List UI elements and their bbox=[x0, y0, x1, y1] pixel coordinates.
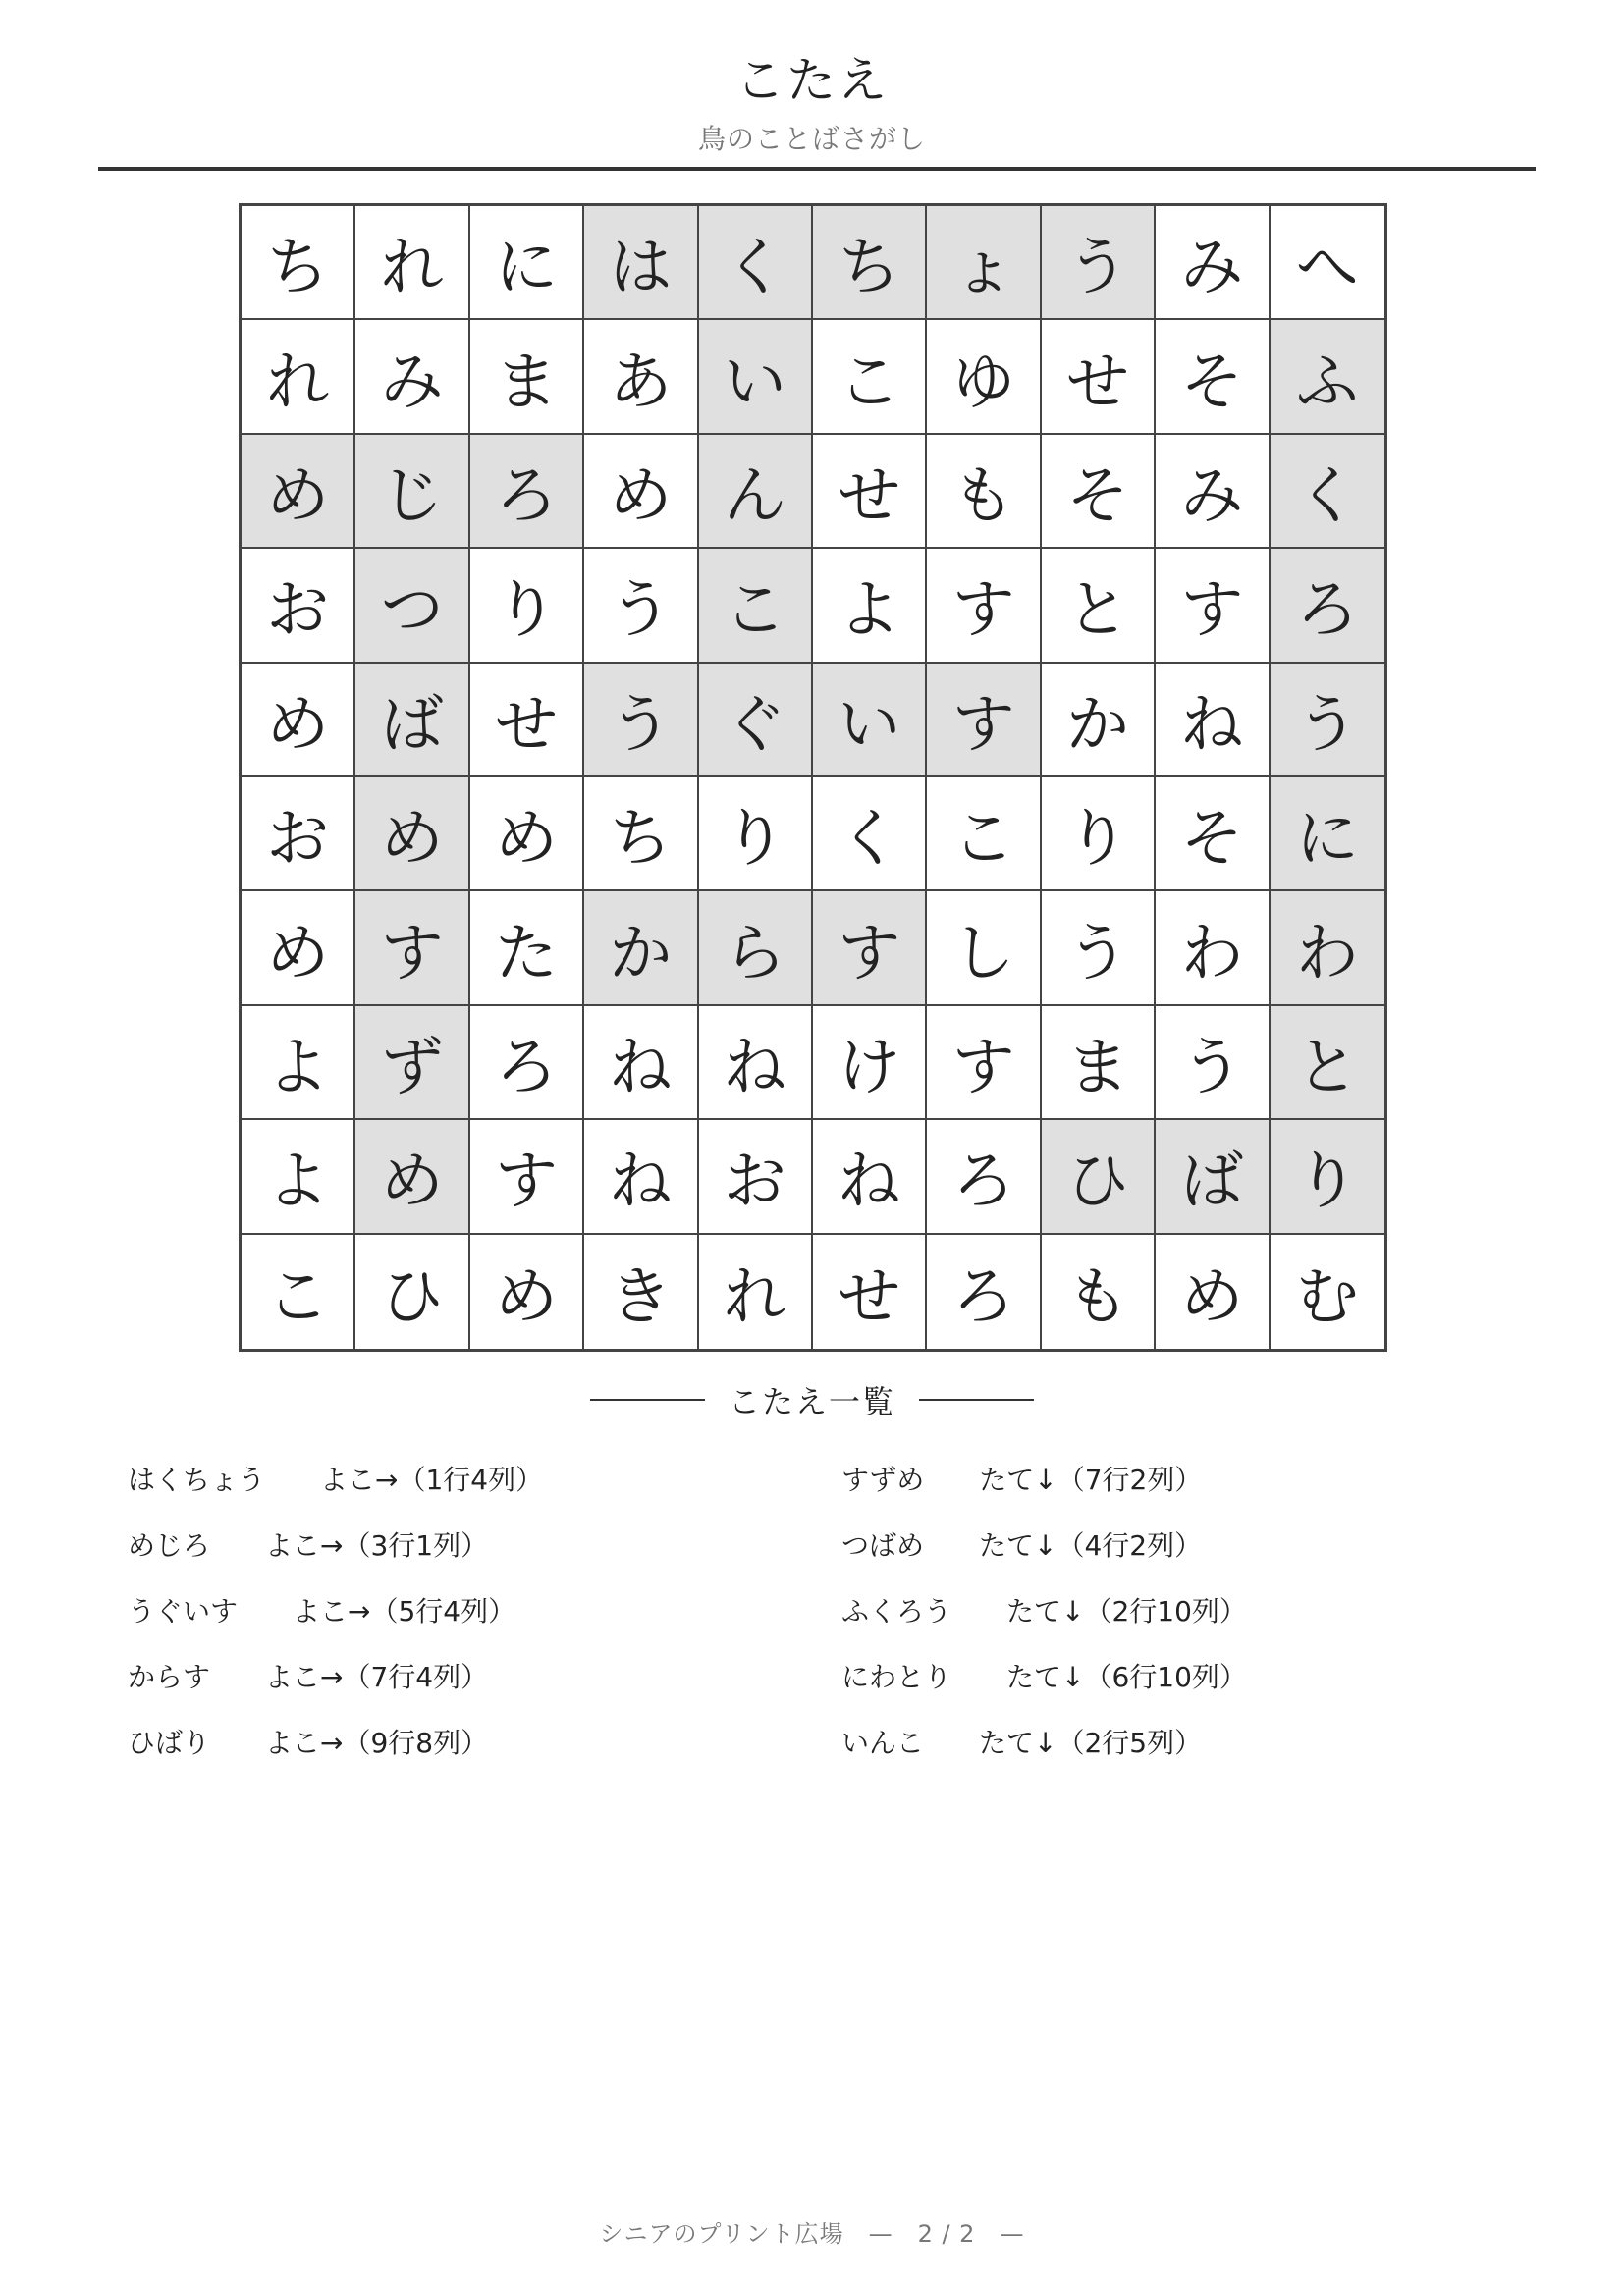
heading-right-rule bbox=[919, 1399, 1034, 1401]
grid-cell: め bbox=[584, 435, 698, 549]
answer-item: ひばり よこ→（9行8列） bbox=[128, 1727, 489, 1759]
answer-list-heading bbox=[0, 1380, 1624, 1419]
grid-cell: め bbox=[470, 1235, 584, 1349]
grid-cell: く bbox=[1271, 435, 1384, 549]
grid-cell: ふ bbox=[1271, 320, 1384, 434]
grid-cell: り bbox=[470, 549, 584, 663]
grid-cell: い bbox=[813, 664, 927, 777]
grid-cell: う bbox=[1271, 664, 1384, 777]
header-divider bbox=[98, 167, 1536, 171]
grid-cell: す bbox=[927, 664, 1041, 777]
grid-cell: し bbox=[927, 891, 1041, 1005]
grid-cell: み bbox=[355, 320, 469, 434]
grid-cell: ば bbox=[1156, 1120, 1270, 1234]
grid-cell: ま bbox=[1042, 1006, 1156, 1120]
grid-cell: か bbox=[584, 891, 698, 1005]
grid-cell: よ bbox=[242, 1120, 355, 1234]
grid-cell: れ bbox=[242, 320, 355, 434]
grid-cell: そ bbox=[1042, 435, 1156, 549]
grid-cell: ぐ bbox=[699, 664, 813, 777]
grid-cell: り bbox=[1042, 777, 1156, 891]
grid-cell: ち bbox=[813, 206, 927, 320]
grid-cell: す bbox=[1156, 549, 1270, 663]
grid-cell: う bbox=[584, 664, 698, 777]
grid-cell: ね bbox=[584, 1006, 698, 1120]
grid-cell: こ bbox=[813, 320, 927, 434]
grid-cell: そ bbox=[1156, 777, 1270, 891]
page-title: こたえ bbox=[735, 52, 889, 109]
grid-cell: り bbox=[1271, 1120, 1384, 1234]
answer-item: めじろ よこ→（3行1列） bbox=[128, 1529, 489, 1562]
grid-cell: ば bbox=[355, 664, 469, 777]
grid-cell: お bbox=[242, 549, 355, 663]
grid-cell: ず bbox=[355, 1006, 469, 1120]
grid-cell: す bbox=[813, 891, 927, 1005]
grid-cell: お bbox=[699, 1120, 813, 1234]
grid-cell: め bbox=[470, 777, 584, 891]
grid-cell: け bbox=[813, 1006, 927, 1120]
answer-item: うぐいす よこ→（5行4列） bbox=[128, 1595, 516, 1628]
answer-item: にわとり たて↓（6行10列） bbox=[841, 1661, 1247, 1693]
grid-cell: ろ bbox=[1271, 549, 1384, 663]
grid-cell: わ bbox=[1156, 891, 1270, 1005]
answer-item: ふくろう たて↓（2行10列） bbox=[841, 1595, 1247, 1628]
grid-cell: か bbox=[1042, 664, 1156, 777]
grid-cell: ね bbox=[1156, 664, 1270, 777]
answer-item: からす よこ→（7行4列） bbox=[128, 1661, 489, 1693]
grid-cell: む bbox=[1271, 1235, 1384, 1349]
grid-cell: く bbox=[813, 777, 927, 891]
grid-cell: も bbox=[1042, 1235, 1156, 1349]
grid-cell: も bbox=[927, 435, 1041, 549]
grid-cell: す bbox=[927, 549, 1041, 663]
grid-cell: ひ bbox=[355, 1235, 469, 1349]
answer-item: すずめ たて↓（7行2列） bbox=[841, 1464, 1203, 1496]
grid-cell: め bbox=[355, 777, 469, 891]
grid-cell: う bbox=[584, 549, 698, 663]
grid-cell: ろ bbox=[927, 1235, 1041, 1349]
grid-cell: ょ bbox=[927, 206, 1041, 320]
grid-cell: ま bbox=[470, 320, 584, 434]
grid-cell: そ bbox=[1156, 320, 1270, 434]
grid-cell: ろ bbox=[927, 1120, 1041, 1234]
grid-cell: ち bbox=[584, 777, 698, 891]
grid-cell: よ bbox=[813, 549, 927, 663]
grid-cell: め bbox=[242, 435, 355, 549]
grid-cell: こ bbox=[699, 549, 813, 663]
grid-cell: い bbox=[699, 320, 813, 434]
grid-cell: せ bbox=[813, 435, 927, 549]
heading-left-rule bbox=[590, 1399, 705, 1401]
grid-cell: す bbox=[355, 891, 469, 1005]
grid-cell: め bbox=[355, 1120, 469, 1234]
answer-list-vertical bbox=[841, 1459, 1247, 1788]
grid-cell: ち bbox=[242, 206, 355, 320]
grid-cell: に bbox=[1271, 777, 1384, 891]
answer-item: はくちょう よこ→（1行4列） bbox=[128, 1464, 544, 1496]
grid-cell: み bbox=[1156, 206, 1270, 320]
grid-cell: ね bbox=[813, 1120, 927, 1234]
answer-list-title: こたえ一覧 bbox=[728, 1383, 895, 1420]
word-search-grid bbox=[239, 203, 1387, 1352]
grid-cell: う bbox=[1042, 206, 1156, 320]
grid-cell: く bbox=[699, 206, 813, 320]
grid-cell: め bbox=[242, 664, 355, 777]
grid-cell: ね bbox=[699, 1006, 813, 1120]
grid-cell: と bbox=[1042, 549, 1156, 663]
grid-cell: す bbox=[927, 1006, 1041, 1120]
grid-cell: つ bbox=[355, 549, 469, 663]
grid-cell: じ bbox=[355, 435, 469, 549]
grid-cell: う bbox=[1042, 891, 1156, 1005]
grid-cell: た bbox=[470, 891, 584, 1005]
grid-cell: こ bbox=[927, 777, 1041, 891]
grid-cell: は bbox=[584, 206, 698, 320]
grid-cell: と bbox=[1271, 1006, 1384, 1120]
grid-cell: み bbox=[1156, 435, 1270, 549]
grid-cell: へ bbox=[1271, 206, 1384, 320]
grid-cell: め bbox=[242, 891, 355, 1005]
grid-cell: に bbox=[470, 206, 584, 320]
grid-cell: せ bbox=[813, 1235, 927, 1349]
grid-cell: お bbox=[242, 777, 355, 891]
grid-cell: れ bbox=[699, 1235, 813, 1349]
grid-cell: ら bbox=[699, 891, 813, 1005]
grid-cell: わ bbox=[1271, 891, 1384, 1005]
answer-list-horizontal bbox=[128, 1459, 543, 1788]
answer-item: つばめ たて↓（4行2列） bbox=[841, 1529, 1203, 1562]
grid-cell: ひ bbox=[1042, 1120, 1156, 1234]
grid-cell: ろ bbox=[470, 1006, 584, 1120]
grid-cell: ろ bbox=[470, 435, 584, 549]
grid-cell: せ bbox=[470, 664, 584, 777]
grid-cell: ん bbox=[699, 435, 813, 549]
answer-item: いんこ たて↓（2行5列） bbox=[841, 1727, 1203, 1759]
grid-cell: き bbox=[584, 1235, 698, 1349]
grid-cell: め bbox=[1156, 1235, 1270, 1349]
grid-cell: す bbox=[470, 1120, 584, 1234]
grid-cell: う bbox=[1156, 1006, 1270, 1120]
grid-cell: ね bbox=[584, 1120, 698, 1234]
grid-cell: よ bbox=[242, 1006, 355, 1120]
page-footer: シニアのプリント広場 — 2 / 2 — bbox=[599, 2220, 1025, 2248]
grid-cell: ゆ bbox=[927, 320, 1041, 434]
page-subtitle: 鳥のことばさがし bbox=[697, 123, 926, 155]
grid-cell: こ bbox=[242, 1235, 355, 1349]
grid-cell: あ bbox=[584, 320, 698, 434]
grid-cell: り bbox=[699, 777, 813, 891]
grid-cell: せ bbox=[1042, 320, 1156, 434]
grid-cell: れ bbox=[355, 206, 469, 320]
